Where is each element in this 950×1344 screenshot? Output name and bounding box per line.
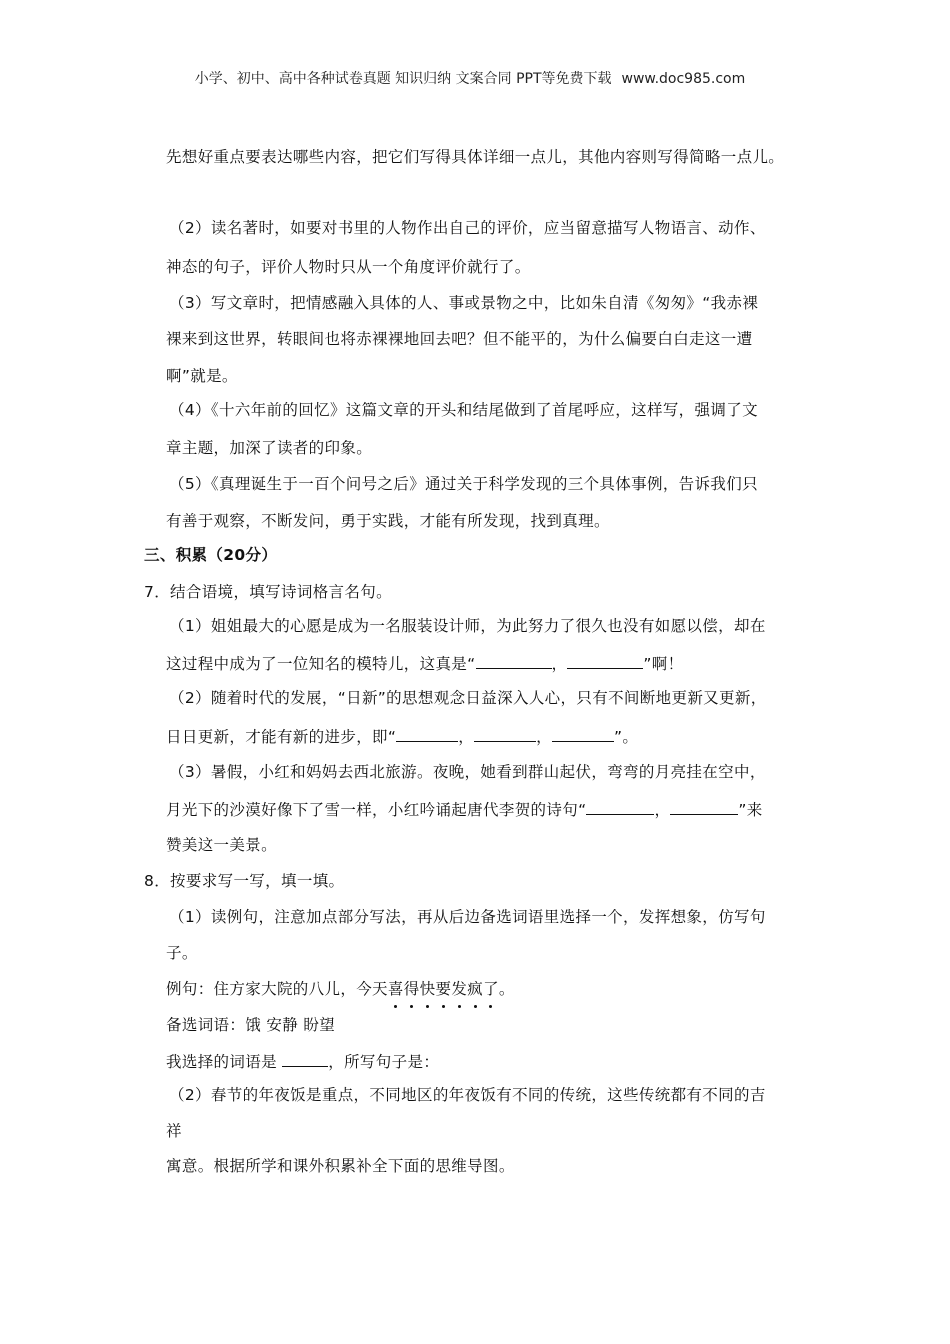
q7-2-separator: ， [458,728,475,746]
emphasized-phrase [388,977,499,1001]
word-choice-line [166,1049,439,1074]
question-7-2-line1: （2）随着时代的发展，“日新”的思想观念日益深入人心，只有不间断地更新又更新， [169,689,767,707]
statement-5-line2: 有善于观察，不断发问，勇于实践，才能有所发现，找到真理。 [166,512,610,530]
question-7-title: 7．结合语境，填写诗词格言名句。 [144,583,392,601]
emphasis-char: 得 [404,977,420,1001]
question-7-3-line1: （3）暑假，小红和妈妈去西北旅游。夜晚，她看到群山起伏，弯弯的月亮挂在空中， [169,763,766,781]
q7-2-separator: ， [536,728,552,746]
answer-blank[interactable] [670,797,738,815]
q7-3-separator: ， [654,801,671,819]
question-7-3-line2 [166,797,763,822]
question-8-2-line2: 祥 [166,1122,182,1140]
statement-3-line1: （3）写文章时，把情感融入具体的人、事或景物之中，比如朱自清《匆匆》“我赤裸 [169,294,759,312]
emphasis-char: 疯 [467,977,483,1001]
page-header [0,68,940,90]
answer-blank[interactable] [282,1049,328,1067]
answer-blank[interactable] [567,651,643,669]
emphasis-char: 了 [483,977,499,1001]
q7-1-text-before: 这过程中成为了一位知名的模特儿，这真是“ [166,655,476,673]
question-7-1-line1: （1）姐姐最大的心愿是成为一名服装设计师，为此努力了很久也没有如愿以偿，却在 [169,617,766,635]
example-text-before: 例句：住方家大院的八儿，今天 [166,980,388,998]
statement-3-line3: 啊”就是。 [166,367,238,385]
header-site-url[interactable]: www.doc985.com [621,71,746,87]
statement-3-line2: 裸来到这世界，转眼间也将赤裸裸地回去吧？但不能平的，为什么偏要白白走这一遭 [166,330,753,348]
question-8-1-line2: 子。 [166,944,198,962]
q7-2-text-after: ”。 [614,728,639,746]
statement-5-line1: （5）《真理诞生于一百个问号之后》通过关于科学发现的三个具体事例，告诉我们只 [169,475,758,493]
candidate-words: 备选词语：饿 安静 盼望 [166,1016,336,1034]
question-7-1-line2 [166,651,684,676]
section-heading: 三、积累（20分） [144,546,278,564]
statement-2-line1: （2）读名著时，如要对书里的人物作出自己的评价，应当留意描写人物语言、动作、 [169,219,766,237]
answer-blank[interactable] [586,797,654,815]
question-8-title: 8．按要求写一写，填一填。 [144,872,345,890]
statement-2-line2: 神态的句子，评价人物时只从一个角度评价就行了。 [166,258,531,276]
choice-text-after: ，所写句子是： [328,1053,440,1071]
choice-text-before: 我选择的词语是 [166,1053,277,1071]
question-8-2-line3: 寓意。根据所学和课外积累补全下面的思维导图。 [166,1157,515,1175]
q7-3-text-before: 月光下的沙漠好像下了雪一样，小红吟诵起唐代李贺的诗句“ [166,801,587,819]
question-8-1-line1: （1）读例句，注意加点部分写法，再从后边备选词语里选择一个，发挥想象，仿写句 [169,908,766,926]
answer-blank[interactable] [552,724,614,742]
q7-1-text-after: ”啊！ [643,655,684,673]
paragraph-line: 先想好重点要表达哪些内容，把它们写得具体详细一点儿，其他内容则写得简略一点儿。 [166,148,785,166]
q7-3-text-after: ”来 [738,801,763,819]
q7-2-text-before: 日日更新，才能有新的进步，即“ [166,728,397,746]
example-sentence [166,977,515,1001]
question-7-3-line3: 赞美这一美景。 [166,836,277,854]
q7-1-separator: ， [551,655,568,673]
answer-blank[interactable] [476,651,552,669]
emphasis-char: 喜 [388,977,404,1001]
question-7-2-line2 [166,724,638,749]
statement-4-line1: （4）《十六年前的回忆》这篇文章的开头和结尾做到了首尾呼应，这样写，强调了文 [169,401,758,419]
header-text: 小学、初中、高中各种试卷真题 知识归纳 文案合同 PPT等免费下载 [194,71,612,87]
example-text-after: 。 [498,980,515,998]
question-8-2-line1: （2）春节的年夜饭是重点，不同地区的年夜饭有不同的传统，这些传统都有不同的吉 [169,1086,766,1104]
statement-4-line2: 章主题，加深了读者的印象。 [166,439,373,457]
emphasis-char: 快 [420,977,436,1001]
emphasis-char: 发 [451,977,467,1001]
answer-blank[interactable] [396,724,458,742]
emphasis-char: 要 [435,977,451,1001]
answer-blank[interactable] [474,724,536,742]
